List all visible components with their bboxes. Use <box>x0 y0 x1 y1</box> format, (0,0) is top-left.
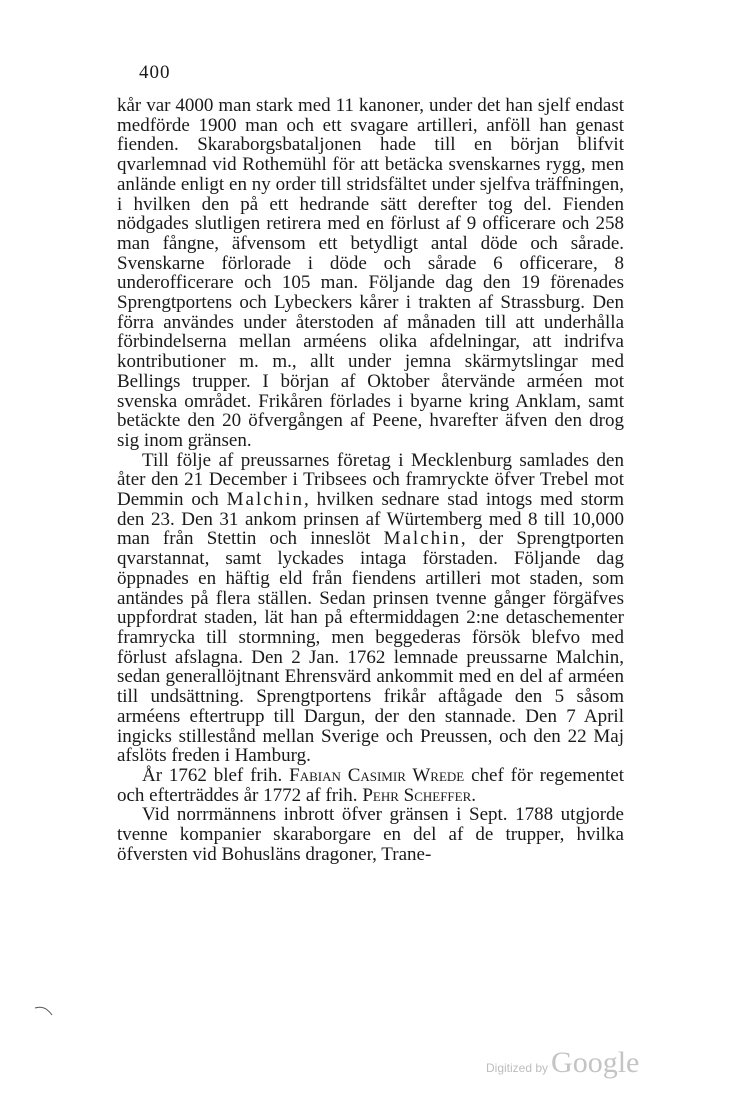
paragraph <box>117 96 624 451</box>
body-text <box>117 96 624 864</box>
page-number: 400 <box>139 62 171 83</box>
text-run: , hvilken sednare stad intogs med storm den 23. Den 31 ankom prinsen af Würtemberg med 8 till 10,000 man från Stettin och inneslöt <box>117 489 624 550</box>
text-run: År 1762 blef frih. <box>142 764 290 786</box>
text-run: Malchin <box>383 528 461 550</box>
paragraph <box>117 805 624 864</box>
paragraph <box>117 766 624 805</box>
text-run: kår var 4000 man stark med 11 kanoner, under det han sjelf endast medförde 1900 man och ett svagare artilleri, anföll han genast fienden. Skaraborgsbataljonen hade till en början blifvit qvarlemnad vid Rothemühl för att betäcka svenskarnes rygg, men anlände enligt en ny order till stridsfältet under sjelfva träffningen, i hvilken den på ett hedrande sätt derefter tog del. Fienden nödgades slutligen retirera med en förlust af 9 officerare och 258 man fångne, äfvensom ett betydligt antal döde och sårade. Svenskarne förlorade i döde och sårade 6 officerare, 8 underofficerare och 105 man. Följande dag den 19 förenades Sprengtportens och Lybeckers kårer i trakten af Strassburg. Den förra användes under återstoden af månaden till att underhålla förbindelserna mellan arméens olika afdelningar, att indrifva kontributioner m. m., allt under jemna skärmytslingar med Bellings trupper. I början af Oktober återvände arméen mot svenska området. Frikåren förlades i byarne kring Anklam, samt betäckte den 20 öfvergången af Peene, hvarefter äfven den drog sig inom gränsen. <box>117 95 624 451</box>
text-run: chef för regementet och efterträddes år 1772 af frih. <box>117 764 624 806</box>
digitized-watermark <box>486 1046 639 1080</box>
text-run: Pehr Scheffer <box>362 784 472 806</box>
text-run: Malchin <box>226 489 304 511</box>
text-run: , der Sprengtporten qvarstannat, samt lyckades intaga förstaden. Följande dag öppnades en häftig eld från fiendens artilleri mot staden, som antändes på flera ställen. Sedan prinsen tvenne gånger förgäfves uppfordrat staden, lät han på eftermiddagen 2:ne detaschementer framrycka till stormning, men beggederas försök blefvo med förlust afslagna. Den 2 Jan. 1762 lemnade preussarne Malchin, sedan generallöjtnant Ehrensvärd ankommit med en del af arméen till undsättning. Sprengtportens frikår aftågade den 5 såsom arméens eftertrupp till Dargun, der den stannade. Den 7 April ingicks stillestånd mellan Sverige och Preussen, och den 22 Maj afslöts freden i Hamburg. <box>117 528 625 767</box>
google-logo: Google <box>551 1046 640 1079</box>
text-run: Till följe af preussarnes företag i Mecklenburg samlades den åter den 21 December i Tribsees och framryckte öfver Trebel mot Demmin och <box>117 449 624 511</box>
paragraph <box>117 451 624 766</box>
text-run: Vid norrmännens inbrott öfver gränsen i Sept. 1788 utgjorde tvenne kompanier skaraborgare en del af de trupper, hvilka öfversten vid Bohusläns dragoner, Trane- <box>117 804 624 865</box>
text-run: Fabian Casimir Wrede <box>289 764 465 786</box>
digitized-label: Digitized by <box>486 1061 549 1075</box>
stray-mark <box>34 1005 54 1017</box>
text-run: . <box>471 784 477 806</box>
